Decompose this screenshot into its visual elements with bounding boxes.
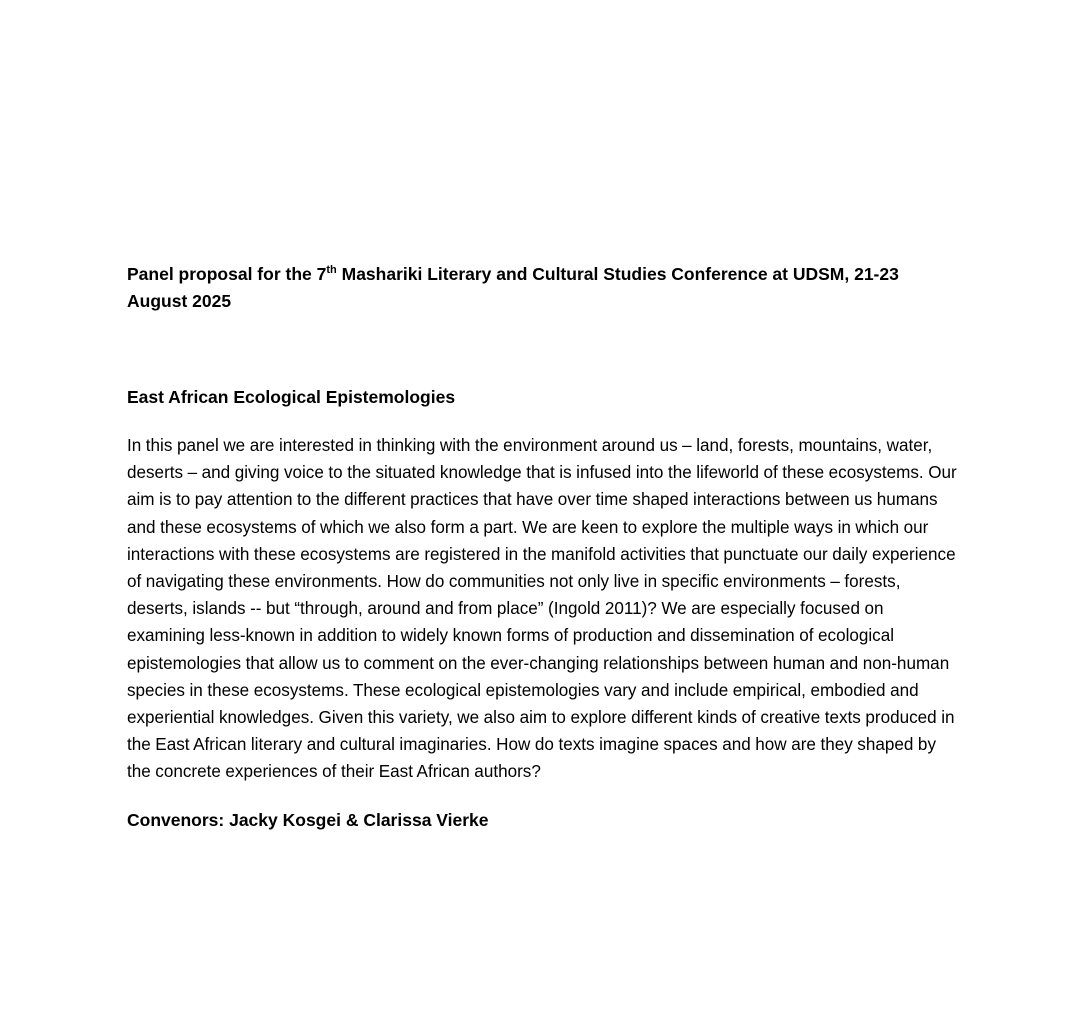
proposal-heading [127, 261, 959, 315]
heading-suffix: Mashariki Literary and Cultural Studies Conference at UDSM, 21-23 August 2025 [127, 264, 899, 311]
document-page [127, 261, 959, 834]
heading-superscript: th [326, 264, 337, 277]
panel-title: East African Ecological Epistemologies [127, 387, 456, 407]
convenors-line: Convenors: Jacky Kosgei & Clarissa Vierke [127, 809, 489, 830]
abstract-paragraph: In this panel we are interested in thinking with the environment around us – land, forests, mountains, water, deserts – and giving voice to the situated knowledge that is infused into the lifeworld of these ecosystems. Our aim is to pay attention to the different practices that have over time shaped interactions between us humans and these ecosystems of which we also form a part. We are keen to explore the multiple ways in which our interactions with these ecosystems are registered in the manifold activities that punctuate our daily experience of navigating these environments. How do communities not only live in specific environments – forests, deserts, islands -- but “through, around and from place” (Ingold 2011)? We are especially focused on examining less-known in addition to widely known forms of production and dissemination of ecological epistemologies that allow us to comment on the ever-changing relationships between human and non-human species in these ecosystems. These ecological epistemologies vary and include empirical, embodied and experiential knowledges. Given this variety, we also aim to explore different kinds of creative texts produced in the East African literary and cultural imaginaries. How do texts imagine spaces and how are they shaped by the concrete experiences of their East African authors? [127, 436, 957, 782]
heading-prefix: Panel proposal for the 7 [127, 264, 327, 284]
